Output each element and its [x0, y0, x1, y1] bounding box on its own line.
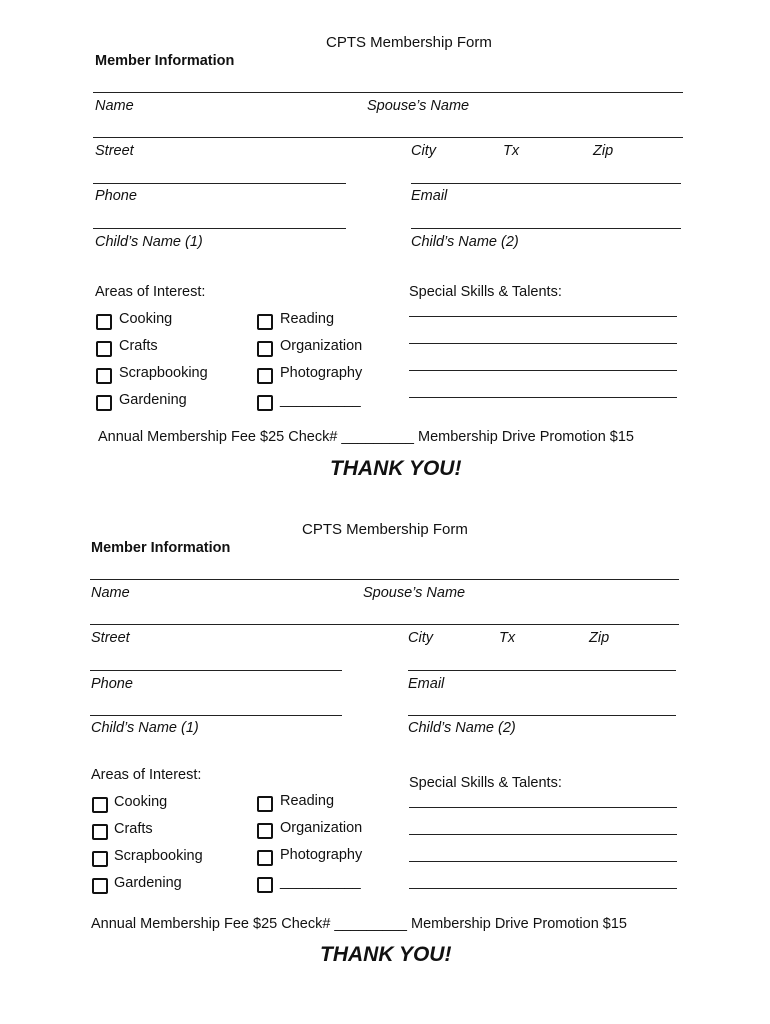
interest-label: Scrapbooking [114, 848, 203, 864]
thank-you-text: THANK YOU! [330, 457, 462, 480]
interest-label: Crafts [119, 338, 158, 354]
name-label: Name [95, 98, 134, 114]
name-label: Name [91, 585, 130, 601]
child2-label: Child’s Name (2) [408, 720, 516, 736]
interest-label: Crafts [114, 821, 153, 837]
checkbox-photography[interactable] [257, 850, 273, 866]
spouse-name-label: Spouse’s Name [363, 585, 466, 601]
interest-label: Reading [280, 793, 335, 809]
skills-line[interactable] [409, 834, 677, 835]
skills-heading: Special Skills & Talents: [409, 284, 562, 300]
interest-label: Cooking [114, 794, 168, 810]
checkbox-other[interactable] [257, 877, 273, 893]
fee-line: Annual Membership Fee $25 Check# _________ Membership Drive Promotion $15 [98, 429, 634, 445]
checkbox-cooking[interactable] [92, 797, 108, 813]
zip-label: Zip [593, 143, 614, 159]
interest-label: Reading [280, 311, 335, 327]
membership-form-2 [0, 487, 770, 987]
skills-line[interactable] [409, 807, 677, 808]
interest-label: Organization [280, 820, 363, 836]
form-title: CPTS Membership Form [302, 521, 468, 538]
form-title: CPTS Membership Form [326, 34, 492, 51]
checkbox-other[interactable] [257, 395, 273, 411]
interest-label: Cooking [119, 311, 173, 327]
spouse-name-label: Spouse’s Name [367, 98, 470, 114]
thank-you-text: THANK YOU! [320, 943, 452, 966]
interest-label: Photography [280, 847, 363, 863]
section-heading: Member Information [91, 540, 231, 556]
interest-label: Organization [280, 338, 363, 354]
skills-line[interactable] [409, 316, 677, 317]
membership-form-1 [0, 0, 770, 500]
child1-line[interactable] [90, 715, 342, 716]
interest-other-blank[interactable]: __________ [280, 392, 361, 408]
checkbox-cooking[interactable] [96, 314, 112, 330]
address-line[interactable] [93, 137, 683, 138]
skills-line[interactable] [409, 370, 677, 371]
child1-label: Child’s Name (1) [91, 720, 199, 736]
checkbox-scrapbooking[interactable] [92, 851, 108, 867]
email-label: Email [411, 188, 448, 204]
email-line[interactable] [411, 183, 681, 184]
interest-label: Gardening [119, 392, 187, 408]
section-heading: Member Information [95, 53, 235, 69]
interest-label: Photography [280, 365, 363, 381]
checkbox-organization[interactable] [257, 341, 273, 357]
skills-line[interactable] [409, 888, 677, 889]
checkbox-crafts[interactable] [96, 341, 112, 357]
checkbox-gardening[interactable] [92, 878, 108, 894]
street-label: Street [95, 143, 134, 159]
city-label: City [411, 143, 436, 159]
phone-label: Phone [95, 188, 137, 204]
address-line[interactable] [90, 624, 679, 625]
name-line[interactable] [93, 92, 683, 93]
child1-line[interactable] [93, 228, 346, 229]
zip-label: Zip [589, 630, 610, 646]
skills-line[interactable] [409, 343, 677, 344]
state-label: Tx [499, 630, 516, 646]
child2-label: Child’s Name (2) [411, 234, 519, 250]
checkbox-gardening[interactable] [96, 395, 112, 411]
child1-label: Child’s Name (1) [95, 234, 203, 250]
interest-label: Gardening [114, 875, 182, 891]
phone-line[interactable] [93, 183, 346, 184]
checkbox-reading[interactable] [257, 796, 273, 812]
areas-heading: Areas of Interest: [91, 767, 202, 783]
child2-line[interactable] [408, 715, 676, 716]
child2-line[interactable] [411, 228, 681, 229]
checkbox-photography[interactable] [257, 368, 273, 384]
email-line[interactable] [408, 670, 676, 671]
checkbox-reading[interactable] [257, 314, 273, 330]
fee-line: Annual Membership Fee $25 Check# _________ Membership Drive Promotion $15 [91, 916, 627, 932]
skills-heading: Special Skills & Talents: [409, 775, 562, 791]
state-label: Tx [503, 143, 520, 159]
checkbox-scrapbooking[interactable] [96, 368, 112, 384]
phone-label: Phone [91, 676, 133, 692]
email-label: Email [408, 676, 445, 692]
name-line[interactable] [90, 579, 679, 580]
areas-heading: Areas of Interest: [95, 284, 206, 300]
city-label: City [408, 630, 433, 646]
skills-line[interactable] [409, 397, 677, 398]
phone-line[interactable] [90, 670, 342, 671]
interest-label: Scrapbooking [119, 365, 208, 381]
checkbox-organization[interactable] [257, 823, 273, 839]
checkbox-crafts[interactable] [92, 824, 108, 840]
interest-other-blank[interactable]: __________ [280, 874, 361, 890]
street-label: Street [91, 630, 130, 646]
skills-line[interactable] [409, 861, 677, 862]
